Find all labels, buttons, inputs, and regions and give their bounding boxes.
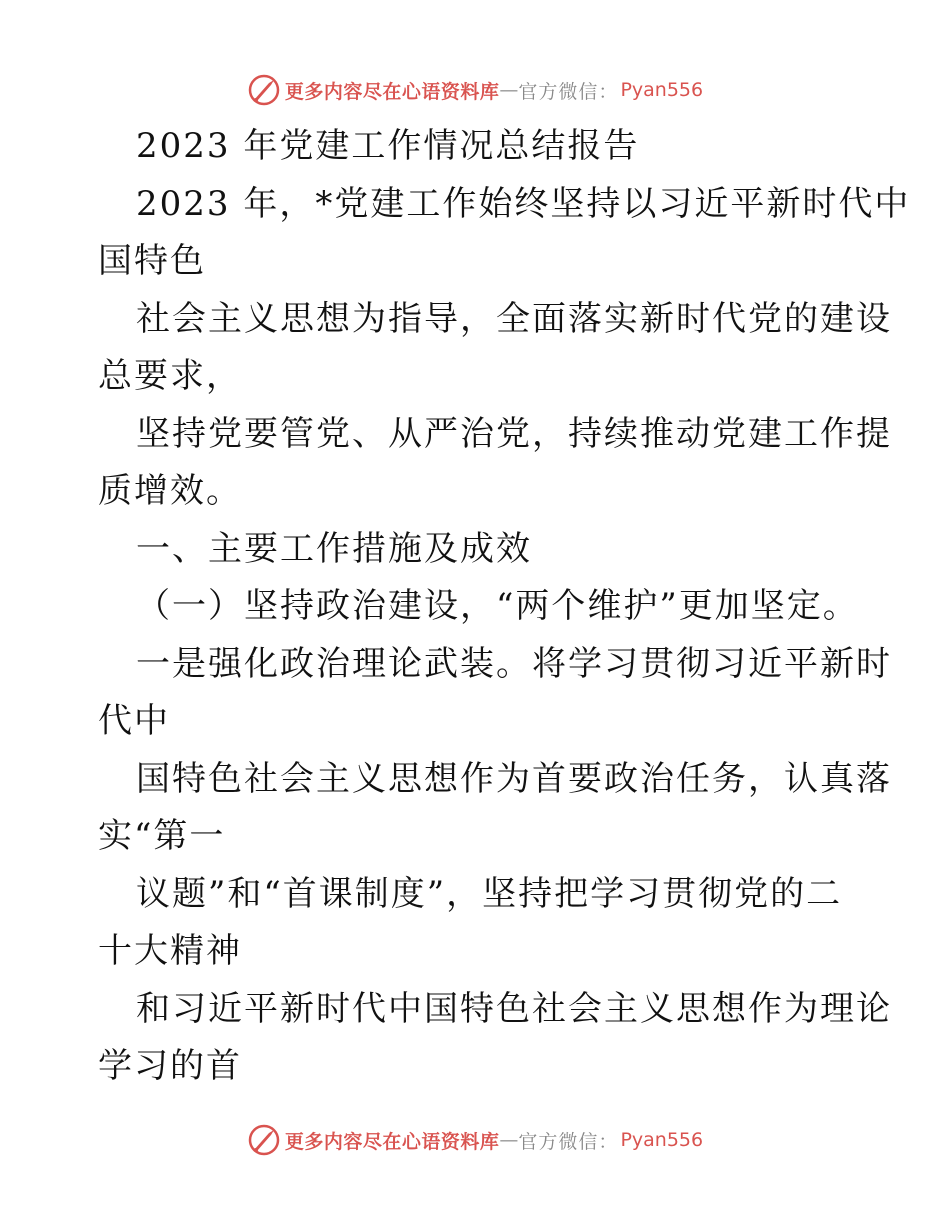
- paragraph-line: 学习的首: [98, 1046, 242, 1086]
- paragraph-line: 总要求，: [98, 356, 242, 396]
- paragraph-line: 实“第一: [98, 816, 226, 856]
- paragraph-line: 议题”和“首课制度”，坚持把学习贯彻党的二: [136, 873, 843, 914]
- paragraph-line: 国特色: [98, 241, 206, 281]
- paragraph-line: 2023 年，*党建工作始终坚持以习近平新时代中: [136, 183, 911, 224]
- watermark-label: 官方微信：: [518, 80, 619, 103]
- paragraph-line: 国特色社会主义思想作为首要政治任务，认真落: [136, 758, 892, 799]
- document-title: 2023 年党建工作情况总结报告: [136, 126, 640, 166]
- paragraph-line: 一是强化政治理论武装。将学习贯彻习近平新时: [136, 643, 892, 684]
- paragraph-line: 坚持党要管党、从严治党，持续推动党建工作提: [136, 413, 892, 454]
- paragraph-line: 代中: [98, 701, 170, 741]
- quill-pen-circle-icon: [247, 1123, 281, 1157]
- watermark-dash: —: [499, 1129, 519, 1151]
- watermark-dash: —: [499, 79, 519, 101]
- paragraph-line: 质增效。: [98, 471, 242, 511]
- subsection-heading: （一）坚持政治建设，“两个维护”更加坚定。: [136, 586, 859, 626]
- watermark-banner-top: [0, 70, 950, 110]
- paragraph-line: 和习近平新时代中国特色社会主义思想作为理论: [136, 988, 892, 1029]
- watermark-main-text: 更多内容尽在心语资料库: [284, 1130, 500, 1153]
- watermark-wechat-id: Pyan556: [620, 79, 704, 101]
- document-body: [98, 118, 911, 1096]
- watermark-banner-bottom: [0, 1120, 950, 1160]
- paragraph-line: 十大精神: [98, 931, 242, 971]
- quill-pen-circle-icon: [247, 73, 281, 107]
- paragraph-line: 社会主义思想为指导，全面落实新时代党的建设: [136, 298, 892, 339]
- section-heading: 一、主要工作措施及成效: [136, 528, 532, 569]
- watermark-wechat-id: Pyan556: [620, 1129, 704, 1151]
- watermark-main-text: 更多内容尽在心语资料库: [284, 80, 500, 103]
- watermark-label: 官方微信：: [518, 1130, 619, 1153]
